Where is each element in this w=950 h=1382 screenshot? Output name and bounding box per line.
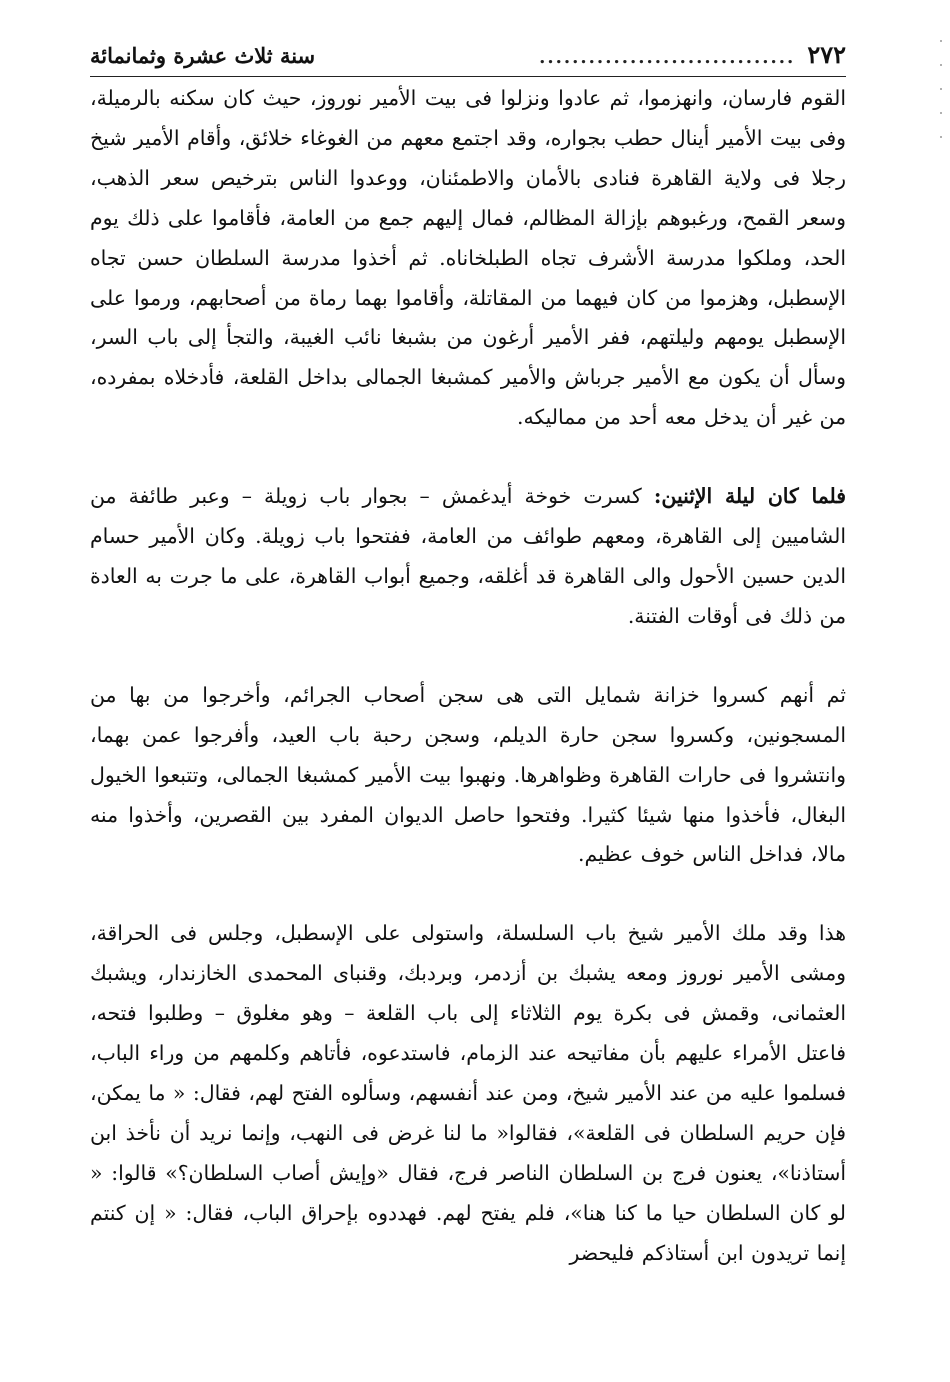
paragraph-4-text: هذا وقد ملك الأمير شيخ باب السلسلة، واستولى على الإسطبل، وجلس فى الحراقة، ومشى الأمير نوروز ومعه يشبك بن أزدمر، وبردبك، وقنباى المحمدى الخازندار، ويشبك العثمانى، وقمش فى بكرة يوم الثلاثاء إلى باب القلعة – وهو مغلوق – وطلبوا فتحه، فاعتل الأمراء عليهم بأن مفاتيحه عند الزمام، فاستدعوه، فأتاهم وكلمهم من وراء الباب، فسلموا عليه من عند الأمير شيخ، ومن عند أنفسهم، وسألوه الفتح لهم، فقال: « ما يمكن، فإن حريم السلطان فى القلعة»، فقالوا« ما لنا غرض فى النهب، وإنما نريد أن نأخذ ابن أستاذنا»، يعنون فرج بن السلطان الناصر فرج، فقال «وإيش أصاب السلطان؟» قالوا: « لو كان السلطان حيا ما كنا هنا»، فلم يفتح لهم. فهددوه بإحراق الباب، فقال: « إن كنتم إنما تريدون ابن أستاذكم فليحضر	[90, 921, 846, 1265]
paragraph-2	[90, 477, 846, 637]
page-number: ٢٧٢	[807, 40, 846, 69]
running-title: سنة ثلاث عشرة وثمانمائة	[90, 43, 316, 68]
book-page	[90, 38, 846, 1273]
paragraph-1-text: القوم فارسان، وانهزموا، ثم عادوا ونزلوا فى بيت الأمير نوروز، حيث كان سكنه بالرميلة، وفى بيت الأمير أينال حطب بجواره، وقد اجتمع معهم من الغوغاء خلائق، وأقام الأمير شيخ رجلا فى ولاية القاهرة فنادى بالأمان والاطمئنان، ووعدوا الناس بترخيص سعر الذهب، وسعر القمح، ورغبوهم بإزالة المظالم، فمال إليهم جمع من العامة، فأقاموا على ذلك يوم الحد، وملكوا مدرسة الأشرف تجاه الطبلخاناه. ثم أخذوا مدرسة السلطان حسن تجاه الإسطبل، وهزموا من كان فيهما من المقاتلة، وأقاموا بهما رماة من أصحابهم، ورموا على الإسطبل يومهم وليلتهم، ففر الأمير أرغون من بشبغا نائب الغيبة، والتجأ إلى باب السر، وسأل أن يكون مع الأمير جرباش والأمير كمشبغا الجمالى بداخل القلعة، فأدخلاه بمفرده، من غير أن يدخل معه أحد من مماليكه.	[90, 86, 846, 430]
paragraph-2-text: كسرت خوخة أيدغمش – بجوار باب زويلة – وعبر طائفة من الشاميين إلى القاهرة، ومعهم طوائف من العامة، ففتحوا باب زويلة. وكان الأمير حسام الدين حسين الأحول والى القاهرة قد أغلقه، وجميع أبواب القاهرة، على ما جرت به العادة من ذلك فى أوقات الفتنة.	[90, 484, 846, 628]
header-leader-dots: ...............................	[539, 47, 796, 68]
paragraph-1	[90, 79, 846, 438]
paragraph-3-text: ثم أنهم كسروا خزانة شمايل التى هى سجن أصحاب الجرائم، وأخرجوا من بها من المسجونين، وكسروا سجن حارة الديلم، وسجن رحبة باب العيد، وأفرجوا عمن بهما، وانتشروا فى حارات القاهرة وظواهرها. ونهبوا بيت الأمير كمشبغا الجمالى، وتتبعوا الخيول البغال، فأخذوا منها شيئا كثيرا. وفتحوا حاصل الديوان المفرد بين القصرين، وأخذوا منه مالا، فداخل الناس خوف عظيم.	[90, 682, 846, 867]
paragraph-2-lead: فلما كان ليلة الإثنين:	[653, 484, 846, 509]
page-header	[90, 38, 846, 77]
paragraph-3	[90, 676, 846, 876]
paragraph-4	[90, 914, 846, 1273]
margin-marks	[936, 40, 944, 200]
